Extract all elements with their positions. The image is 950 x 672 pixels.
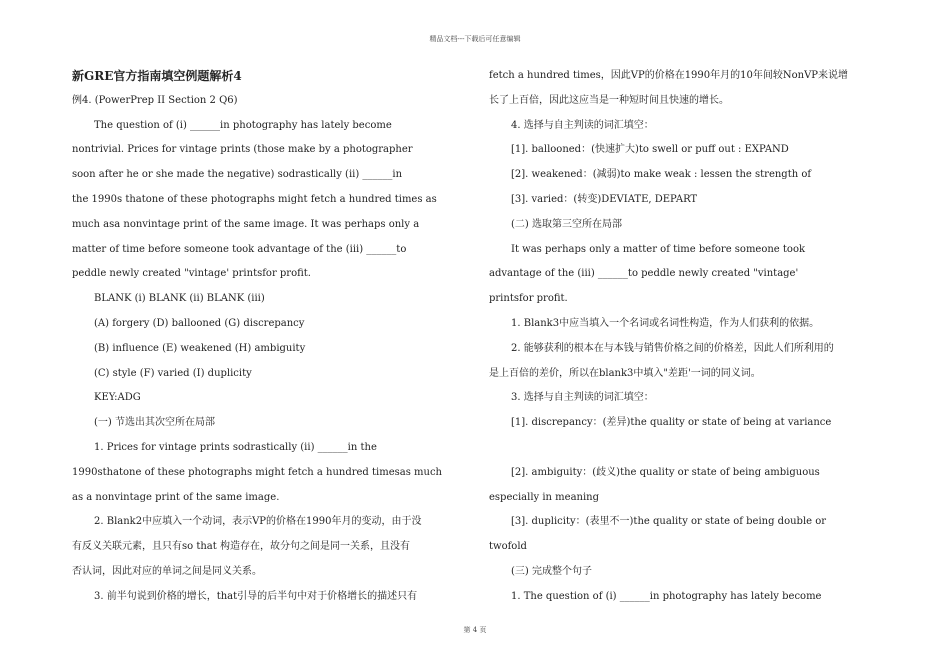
- text-line: twofold: [489, 541, 527, 553]
- text-line: (B) influence (E) weakened (H) ambiguity: [94, 342, 306, 354]
- text-line: 1990sthatone of these photographs might fetch a hundred timesas much: [72, 466, 442, 478]
- text-line: the 1990s thatone of these photographs might fetch a hundred times as: [72, 193, 437, 205]
- text-line: 4. 选择与自主判读的词汇填空：: [511, 119, 654, 131]
- text-line: (二) 选取第三空所在局部: [511, 218, 622, 230]
- text-line: soon after he or she made the negative) sodrastically (ii) ______in: [72, 169, 403, 181]
- text-line: (A) forgery (D) ballooned (G) discrepancy: [94, 317, 305, 329]
- text-line: 例4. (PowerPrep II Section 2 Q6): [72, 94, 238, 106]
- text-line: fetch a hundred times，因此VP的价格在1990年月的10年间较NonVP来说增: [489, 70, 849, 81]
- text-line: as a nonvintage print of the same image.: [72, 491, 280, 503]
- text-line: The question of (i) ______in photography has lately become: [94, 119, 392, 131]
- text-line: peddle newly created "vintage' printsfor profit.: [72, 268, 311, 280]
- text-line: KEY:ADG: [94, 392, 141, 404]
- text-line: (一) 节选出其次空所在局部: [94, 417, 215, 429]
- text-line: matter of time before someone took advantage of the (iii) ______to: [72, 243, 407, 255]
- text-line: [1]. discrepancy：(差异)the quality or state of being at variance: [511, 417, 832, 429]
- text-line: 1. Blank3中应当填入一个名词或名词性构造，作为人们获利的依据。: [511, 317, 820, 329]
- right-column: [489, 64, 889, 610]
- text-line: [1]. ballooned：(快速扩大)to swell or puff out : EXPAND: [511, 144, 789, 156]
- text-line: 1. The question of (i) ______in photography has lately become: [511, 590, 822, 602]
- page-header: 精品文档---下载后可任意编辑: [429, 35, 521, 43]
- text-line: 有反义关联元素，且只有so that 构造存在，故分句之间是同一关系，且没有: [72, 541, 410, 553]
- text-line: 长了上百倍，因此这应当是一种短时间且快速的增长。: [489, 94, 729, 106]
- text-line: (C) style (F) varied (I) duplicity: [94, 367, 252, 379]
- left-column: [72, 64, 466, 610]
- page-number: 第 4 页: [463, 626, 487, 634]
- text-line: 是上百倍的差价，所以在blank3中填入"差距'一词的同义词。: [489, 367, 761, 379]
- text-line: 1. Prices for vintage prints sodrastically (ii) ______in the: [94, 441, 377, 453]
- text-line: especially in meaning: [489, 491, 600, 503]
- text-line: much asa nonvintage print of the same image. It was perhaps only a: [72, 218, 420, 230]
- text-line: nontrivial. Prices for vintage prints (those make by a photographer: [72, 144, 413, 156]
- text-line: 3. 选择与自主判读的词汇填空：: [511, 392, 654, 404]
- text-line: printsfor profit.: [489, 293, 568, 305]
- text-line: [2]. weakened：(减弱)to make weak : lessen the strength of: [511, 169, 812, 181]
- text-line: 2. Blank2中应填入一个动词，表示VP的价格在1990年月的变动，由于没: [94, 516, 422, 528]
- text-line: 2. 能够获利的根本在与本钱与销售价格之间的价格差，因此人们所利用的: [511, 342, 834, 354]
- text-line: advantage of the (iii) ______to peddle newly created "vintage': [489, 268, 799, 280]
- text-line: [2]. ambiguity：(歧义)the quality or state of being ambiguous: [511, 466, 820, 478]
- text-line: It was perhaps only a matter of time before someone took: [511, 243, 806, 255]
- text-line: [3]. duplicity：(表里不一)the quality or state of being double or: [511, 516, 827, 528]
- text-line: BLANK (i) BLANK (ii) BLANK (iii): [94, 293, 265, 305]
- text-line: 3. 前半句说到价格的增长，that引导的后半句中对于价格增长的描述只有: [94, 590, 418, 602]
- text-line: 否认词，因此对应的单词之间是同义关系。: [72, 565, 262, 577]
- blank-line: [489, 436, 889, 461]
- document-title: 新GRE官方指南填空例题解析4: [72, 69, 242, 83]
- text-line: (三) 完成整个句子: [511, 565, 592, 577]
- text-line: [3]. varied：(转变)DEVIATE, DEPART: [511, 193, 698, 205]
